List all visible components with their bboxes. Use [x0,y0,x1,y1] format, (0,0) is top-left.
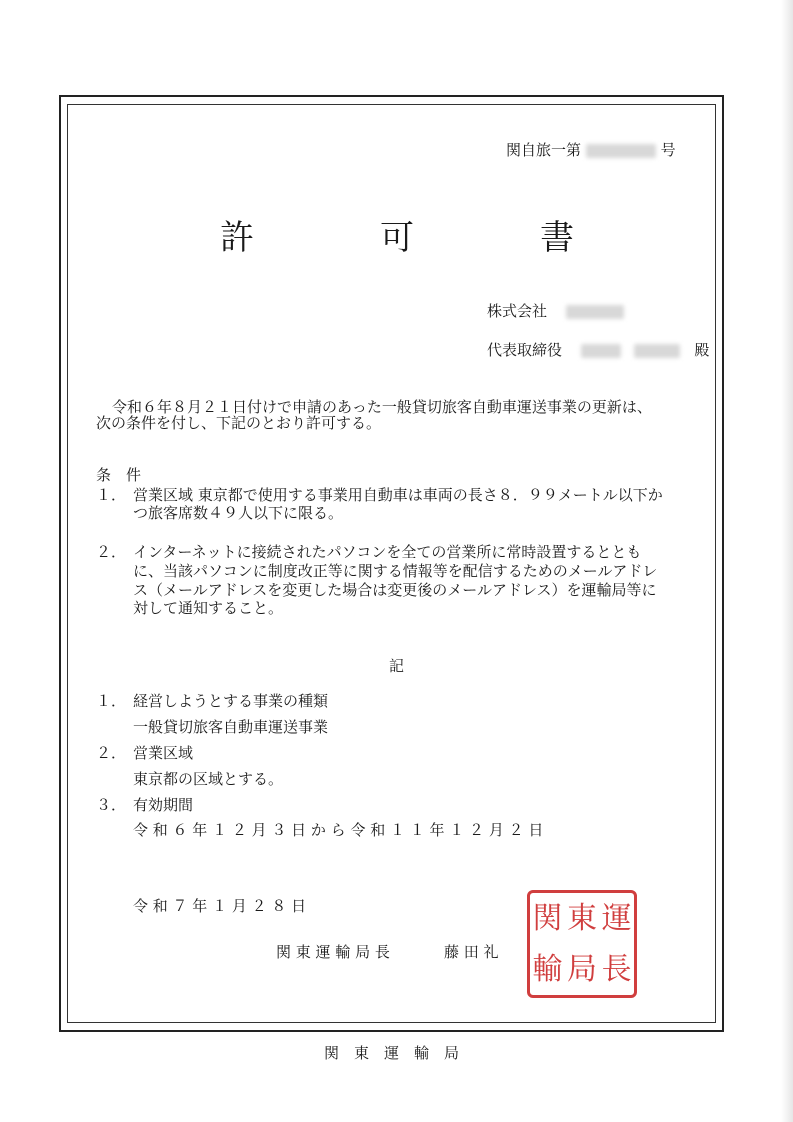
official-seal-stamp [527,890,637,998]
redacted-given-name [634,344,680,358]
redacted-surname [581,344,621,358]
record-item-2-number: ２． [96,744,127,762]
condition-2-number: ２． [96,543,127,561]
redacted-number [586,144,656,158]
record-item-1-value: 一般貸切旅客自動車運送事業 [133,718,329,736]
seal-char: 局 [566,951,597,987]
record-item-2-value: 東京都の区域とする。 [133,770,284,788]
permit-number-prefix: 関自旅一第 [506,141,582,159]
issue-date: 令 和 ７ 年 １ 月 ２ ８ 日 [133,897,307,915]
page-edge [781,0,793,1122]
condition-1-line-1: 営業区域 東京都で使用する事業用自動車は車両の長さ８．９９メートル以下か [133,486,663,504]
body-line-2: 次の条件を付し、下記のとおり許可する。 [96,414,382,432]
seal-char: 輸 [532,951,563,987]
addressee-representative [487,340,709,360]
issuer-title: 関 東 運 輸 局 長 [276,943,390,961]
seal-char: 関 [532,900,563,936]
issuer-name: 藤 田 礼 [444,943,499,961]
permit-number [506,140,676,160]
condition-2-line-3: ス（メールアドレスを変更した場合は変更後のメールアドレス）を運輸局等に [133,581,657,599]
footer-issuer: 関 東 運 輸 局 [324,1044,460,1062]
representative-title: 代表取締役 [487,341,563,359]
seal-char: 東 [566,900,597,936]
conditions-heading: 条 件 [96,466,142,484]
title-char-1: 許 [220,218,254,258]
condition-2-line-4: 対して通知すること。 [133,599,284,617]
record-item-1-label: 経営しようとする事業の種類 [133,692,329,710]
condition-1-line-2: つ旅客席数４９人以下に限る。 [133,504,344,522]
company-prefix: 株式会社 [487,302,548,320]
record-item-3-value: 令 和 ６ 年 １ ２ 月 ３ 日 か ら 令 和 １ １ 年 １ ２ 月 ２ 日 [133,821,544,839]
seal-char: 長 [601,951,632,987]
permit-number-suffix: 号 [660,141,676,159]
title-char-3: 書 [540,218,574,258]
record-item-2-label: 営業区域 [133,744,194,762]
body-line-1: 令和６年８月２１日付けで申請のあった一般貸切旅客自動車運送事業の更新は、 [112,398,652,416]
condition-1-number: １． [96,486,127,504]
honorific: 殿 [694,341,710,359]
condition-2-line-2: に、当該パソコンに制度改正等に関する情報等を配信するためのメールアドレ [133,562,658,580]
record-item-1-number: １． [96,692,127,710]
record-item-3-number: ３． [96,796,127,814]
title-char-2: 可 [380,218,414,258]
record-item-3-label: 有効期間 [133,796,194,814]
record-heading: 記 [389,657,405,675]
seal-char: 運 [601,900,632,936]
addressee-company [487,301,624,321]
redacted-company [566,305,624,319]
condition-2-line-1: インターネットに接続されたパソコンを全ての営業所に常時設置するととも [133,543,642,561]
